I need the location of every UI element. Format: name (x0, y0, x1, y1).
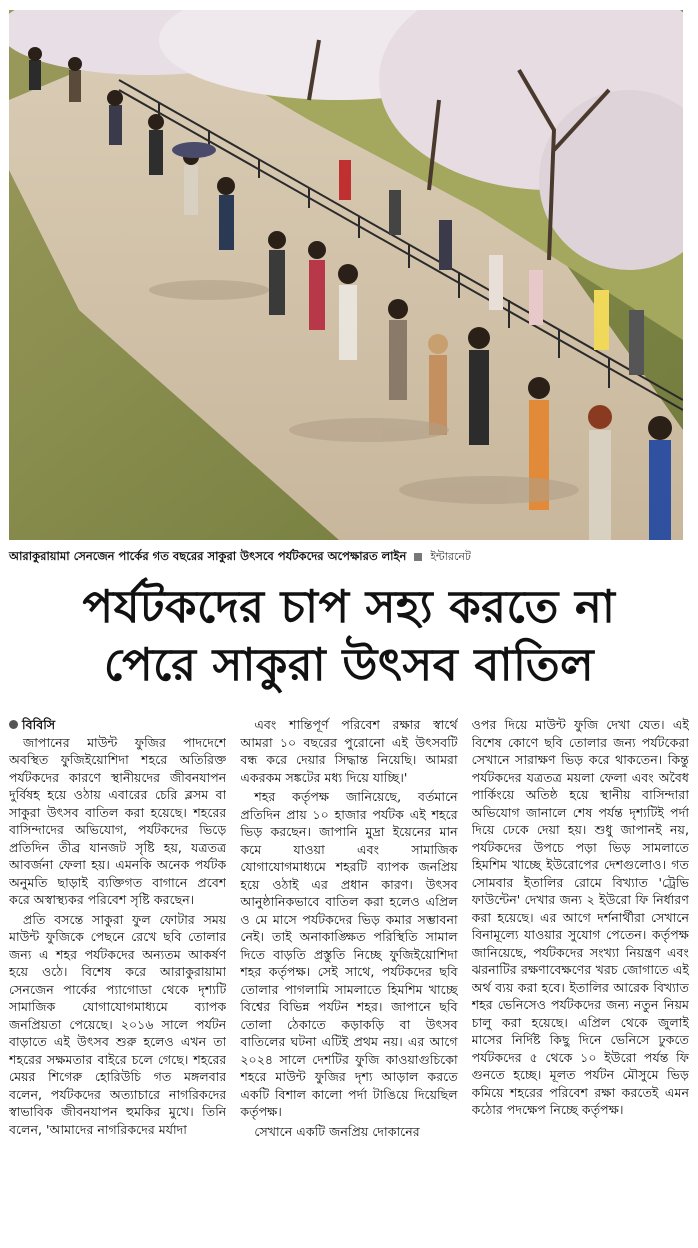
photo-caption (9, 546, 683, 568)
headline (9, 578, 689, 694)
bullet-icon (9, 720, 18, 729)
photo-illustration (9, 10, 683, 540)
paragraph: এবং শান্তিপূর্ণ পরিবেশ রক্ষার স্বার্থে আমরা ১০ বছরের পুরোনো এই উৎসবটি বন্ধ করে দেয়ার সিদ্ধান্ত নিয়েছি। আমরা একরকম সঙ্কটের মধ্য দিয়ে যাচ্ছি।' (240, 717, 458, 785)
paragraph: প্রতি বসন্তে সাকুরা ফুল ফোটার সময় মাউন্ট ফুজিকে পেছনে রেখে ছবি তোলার জন্য এ শহর পর্যটকদের অন্যতম আকর্ষণ হয়ে ওঠে। বিশেষ করে আরাকুরায়ামা সেনজেন পার্কের প্যাগোডা থেকে দৃশ্যটি সামাজিক যোগাযোগমাধ্যমে ব্যাপক জনপ্রিয়তা পেয়েছে। ২০১৬ সালে পর্যটন বাড়াতে এই উৎসব শুরু হলেও এখন তা শহরের সক্ষমতার বাইরে চলে গেছে। শহরের মেয়র শিগেরু হোরিউচি গত মঙ্গলবার বলেন, পর্যটকদের অত্যাচারে নাগরিকদের স্বাভাবিক জীবনযাপন হুমকির মুখে। তিনি বলেন, 'আমাদের নাগরিকদের মর্যাদা (9, 911, 227, 1137)
paragraph: জাপানের মাউন্ট ফুজির পাদদেশে অবস্থিত ফুজিইয়োশিদা শহরে অতিরিক্ত পর্যটকদের কারণে স্থানীয়দের জীবনযাপন দুর্বিষহ হয়ে ওঠায় এবারের চেরি ব্লসম বা সাকুরা উৎসব বাতিল করা হয়েছে। শহরের বাসিন্দাদের অভিযোগ, পর্যটকদের ভিড়ে প্রতিদিন তীব্র যানজট সৃষ্টি হয়, যত্রতত্র আবর্জনা ফেলা হয়। এমনকি অনেক পর্যটক অনুমতি ছাড়াই ব্যক্তিগত বাগানে প্রবেশ করে অস্বাস্থ্যকর পরিবেশ সৃষ্টি করছেন। (9, 734, 227, 907)
byline-source: বিবিসি (22, 717, 56, 732)
paragraph: শহর কর্তৃপক্ষ জানিয়েছে, বর্তমানে প্রতিদিন প্রায় ১০ হাজার পর্যটক এই শহরে ভিড় করছেন। জাপানি মুদ্রা ইয়েনের মান কমে যাওয়া এবং সামাজিক যোগাযোগমাধ্যমে শহরটি ব্যাপক জনপ্রিয় হয়ে ওঠাই এর প্রধান কারণ। উৎসব আনুষ্ঠানিকভাবে বাতিল করা হলেও এপ্রিল ও মে মাসে পর্যটকদের ভিড় কমার সম্ভাবনা নেই। তাই অনাকাঙ্ক্ষিত পরিস্থিতি সামাল দিতে বাড়তি প্রস্তুতি নিচ্ছে ফুজিইয়োশিদা শহর কর্তৃপক্ষ। সেই সাথে, পর্যটকদের ছবি তোলার পাগলামি সামলাতে হিমশিম খাচ্ছে বিশ্বের বিভিন্ন পর্যটন শহর। জাপানে ছবি তোলা ঠেকাতে কড়াকড়ি বা উৎসব বাতিলের ঘটনা এটিই প্রথম নয়। এর আগে ২০২৪ সালে দেশটির ফুজি কাওয়াগুচিকো শহরে মাউন্ট ফুজির দৃশ্য আড়াল করতে একটি বিশাল কালো পর্দা টাঙিয়ে দিয়েছিল কর্তৃপক্ষ। (240, 789, 458, 1119)
paragraph: ওপর দিয়ে মাউন্ট ফুজি দেখা যেত। এই বিশেষ কোণে ছবি তোলার জন্য পর্যটকেরা সেখানে সারাক্ষণ ভিড় করে থাকতেন। কিন্তু পর্যটকদের যত্রতত্র ময়লা ফেলা এবং অবৈধ পার্কিংয়ে অতিষ্ঠ হয়ে স্থানীয় বাসিন্দারা অভিযোগ জানালে শেষ পর্যন্ত দৃশ্যটিই পর্দা দিয়ে ঢেকে দেয়া হয়। শুধু জাপানই নয়, পর্যটকদের উপচে পড়া ভিড় সামলাতে হিমশিম খাচ্ছে ইউরোপের দেশগুলোও। গত সোমবার ইতালির রোমে বিখ্যাত 'ট্রেভি ফাউন্টেন' দেখার জন্য ২ ইউরো ফি নির্ধারণ করা হয়েছে। এর আগে দর্শনার্থীরা সেখানে বিনামূল্যে যাওয়ার সুযোগ পেতেন। কর্তৃপক্ষ জানিয়েছে, পর্যটকদের সংখ্যা নিয়ন্ত্রণ এবং ঝরনাটির রক্ষণাবেক্ষণের খরচ জোগাতে এই অর্থ ব্যয় করা হবে। ইতালির আরেক বিখ্যাত শহর ভেনিসেও পর্যটকদের জন্য নতুন নিয়ম চালু করা হয়েছে। এপ্রিল থেকে জুলাই মাসের নির্দিষ্ট কিছু দিনে ভেনিসে ঢুকতে পর্যটকদের ৫ থেকে ১০ ইউরো পর্যন্ত ফি গুনতে হচ্ছে। মূলত পর্যটন মৌসুমে ভিড় কমিয়ে শহরের পরিবেশ রক্ষা করতেই এমন কঠোর পদক্ষেপ নিচ্ছে কর্তৃপক্ষ। (471, 717, 689, 1117)
article-column-3 (472, 716, 689, 1246)
paragraph: সেখানে একটি জনপ্রিয় দোকানের (254, 1123, 420, 1139)
byline (9, 716, 226, 734)
news-photo (9, 10, 683, 540)
square-icon (414, 553, 422, 561)
article-body (9, 716, 689, 1246)
article-column-2 (240, 716, 457, 1246)
article-column-1 (9, 716, 226, 1246)
caption-source: ইন্টারনেট (430, 549, 471, 563)
headline-line-2: পেরে সাকুরা উৎসব বাতিল (103, 638, 595, 691)
caption-text: আরাকুরায়ামা সেনজেন পার্কের গত বছরের সাকুরা উৎসবে পর্যটকদের অপেক্ষারত লাইন (9, 548, 407, 563)
headline-line-1: পর্যটকদের চাপ সহ্য করতে না (82, 580, 616, 633)
